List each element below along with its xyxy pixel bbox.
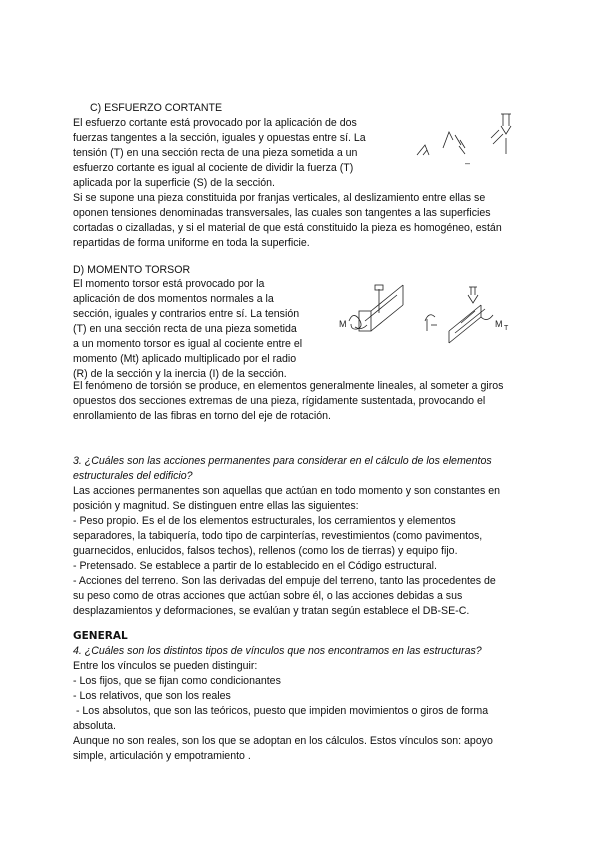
text-line: esfuerzo cortante es igual al cociente de dividir la fuerza (T) bbox=[73, 162, 354, 174]
torsion-figure bbox=[335, 283, 530, 355]
moment-label-subscript: T bbox=[504, 325, 509, 332]
question-line: 3. ¿Cuáles son las acciones permanentes para considerar en el cálculo de los elementos bbox=[73, 455, 492, 467]
text-line: tensión (T) en una sección recta de una pieza sometida a un bbox=[73, 147, 358, 159]
question-line: estructurales del edificio? bbox=[73, 470, 193, 482]
text-line: simple, articulación y empotramiento . bbox=[73, 750, 251, 762]
section-d-para2 bbox=[73, 379, 530, 424]
text-line: aplicada por la superficie (S) de la sección. bbox=[73, 177, 275, 189]
text-line: guarnecidos, enlucidos, falsos techos), rellenos (como los de tierras) y equipo fijo. bbox=[73, 545, 458, 557]
shear-figure bbox=[415, 110, 525, 170]
moment-label-left: M bbox=[339, 319, 347, 329]
section-c-para2 bbox=[73, 191, 530, 251]
section-d-heading: D) MOMENTO TORSOR bbox=[73, 264, 191, 276]
text-line: (R) de la sección y la inercia (I) de la sección. bbox=[73, 368, 287, 380]
general-heading: GENERAL bbox=[73, 630, 128, 642]
text-line: Si se supone una pieza constituida por franjas verticales, al deslizamiento entre ellas se bbox=[73, 192, 486, 204]
text-line: El esfuerzo cortante está provocado por la aplicación de dos bbox=[73, 117, 357, 129]
text-line: sección, iguales y contrarios entre sí. La tensión bbox=[73, 308, 300, 320]
text-line: oponen tensiones denominadas transversales, las cuales son tangentes a las superficies bbox=[73, 207, 491, 219]
text-line: enrollamiento de las fibras en torno del eje de rotación. bbox=[73, 410, 331, 422]
answer-3 bbox=[73, 484, 530, 619]
section-c-heading: C) ESFUERZO CORTANTE bbox=[90, 102, 223, 114]
text-line: absoluta. bbox=[73, 720, 116, 732]
question-4: 4. ¿Cuáles son los distintos tipos de vínculos que nos encontramos en las estructuras? bbox=[73, 645, 482, 657]
text-line: El fenómeno de torsión se produce, en elementos generalmente lineales, al someter a giros bbox=[73, 380, 504, 392]
text-line: repartidas de forma uniforme en toda la superficie. bbox=[73, 237, 310, 249]
text-line: - Peso propio. Es el de los elementos estructurales, los cerramientos y elementos bbox=[73, 515, 456, 527]
moment-label-right: M bbox=[495, 319, 503, 329]
text-line: fuerzas tangentes a la sección, iguales y opuestas entre sí. La bbox=[73, 132, 366, 144]
text-line: posición y magnitud. Se distinguen entre ellas las siguientes: bbox=[73, 500, 359, 512]
text-line: desplazamientos y deformaciones, se evalúan y tratan según establece el DB-SE-C. bbox=[73, 605, 470, 617]
text-line: - Los relativos, que son los reales bbox=[73, 690, 231, 702]
figure-mark: – bbox=[465, 158, 471, 168]
text-line: momento (Mt) aplicado multiplicado por el radio bbox=[73, 353, 297, 365]
text-line: - Pretensado. Se establece a partir de lo establecido en el Código estructural. bbox=[73, 560, 437, 572]
text-line: - Acciones del terreno. Son las derivadas del empuje del terreno, tanto las procedentes de bbox=[73, 575, 496, 587]
text-line: cortadas o cizalladas, y si el material de que está constituido la pieza es homogéneo, están bbox=[73, 222, 502, 234]
text-line: Aunque no son reales, son los que se adoptan en los cálculos. Estos vínculos son: apoyo bbox=[73, 735, 493, 747]
text-line: El momento torsor está provocado por la bbox=[73, 278, 265, 290]
text-line: opuestos dos secciones extremas de una pieza, rígidamente sustentada, provocando el bbox=[73, 395, 486, 407]
section-d-text bbox=[73, 277, 316, 382]
text-line: su peso como de otras acciones que actúan sobre él, o las acciones debidas a sus bbox=[73, 590, 463, 602]
section-c-text bbox=[73, 116, 396, 191]
text-line: - Los fijos, que se fijan como condicionantes bbox=[73, 675, 281, 687]
text-line: Las acciones permanentes son aquellas que actúan en todo momento y son constantes en bbox=[73, 485, 500, 497]
text-line: - Los absolutos, que son las teóricos, puesto que impiden movimientos o giros de forma bbox=[73, 705, 489, 717]
text-line: (T) en una sección recta de una pieza sometida bbox=[73, 323, 297, 335]
answer-4 bbox=[73, 659, 530, 764]
text-line: aplicación de dos momentos normales a la bbox=[73, 293, 274, 305]
text-line: Entre los vínculos se pueden distinguir: bbox=[73, 660, 258, 672]
question-3 bbox=[73, 454, 530, 484]
text-line: a un momento torsor es igual al cociente entre el bbox=[73, 338, 303, 350]
text-line: separadores, la tabiquería, todo tipo de carpinterías, revestimientos (como pavimentos, bbox=[73, 530, 483, 542]
